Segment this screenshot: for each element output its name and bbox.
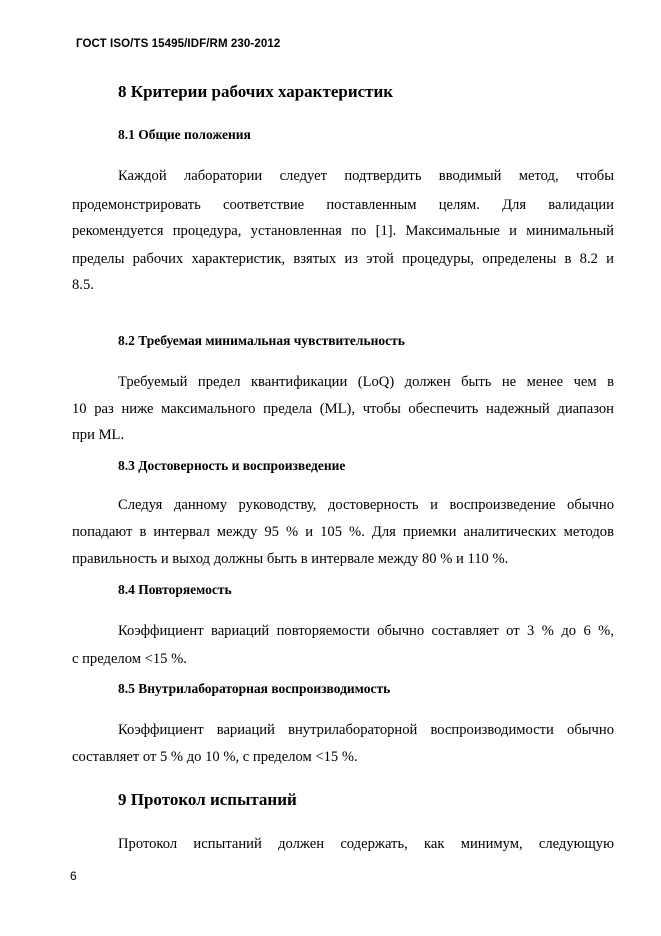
paragraph-line: Коэффициент вариаций повторяемости обычно составляет от 3 % до 6 %, <box>118 623 614 639</box>
paragraph-line: 10 раз ниже максимального предела (ML), чтобы обеспечить надежный диапазон <box>72 401 614 417</box>
document-header: ГОСТ ISO/TS 15495/IDF/RM 230-2012 <box>76 38 281 50</box>
paragraph-line: рекомендуется процедура, установленная по [1]. Максимальные и минимальный <box>72 223 614 239</box>
paragraph-line: при ML. <box>72 427 125 443</box>
paragraph-line: Требуемый предел квантификации (LoQ) должен быть не менее чем в <box>118 374 614 390</box>
paragraph-line: с пределом <15 %. <box>72 651 187 667</box>
paragraph-line: правильность и выход должны быть в интервале между 80 % и 110 %. <box>72 551 509 567</box>
section-8-1-title: 8.1 Общие положения <box>118 127 251 142</box>
paragraph-line: Протокол испытаний должен содержать, как минимум, следующую <box>118 836 614 852</box>
section-8-3-title: 8.3 Достоверность и воспроизведение <box>118 458 346 473</box>
section-8-title: 8 Критерии рабочих характеристик <box>118 82 394 101</box>
section-9-title: 9 Протокол испытаний <box>118 790 297 809</box>
paragraph-line: составляет от 5 % до 10 %, с пределом <15 %. <box>72 749 358 765</box>
paragraph-line: Следуя данному руководству, достоверность и воспроизведение обычно <box>118 497 614 513</box>
paragraph-line: Каждой лаборатории следует подтвердить вводимый метод, чтобы <box>118 168 614 184</box>
paragraph-line: 8.5. <box>72 277 94 293</box>
section-8-5-title: 8.5 Внутрилабораторная воспроизводимость <box>118 681 391 696</box>
page-number: 6 <box>70 869 77 883</box>
paragraph-line: попадают в интервал между 95 % и 105 %. Для приемки аналитических методов <box>72 524 614 540</box>
section-8-2-title: 8.2 Требуемая минимальная чувствительность <box>118 333 405 348</box>
section-8-4-title: 8.4 Повторяемость <box>118 582 232 597</box>
paragraph-line: продемонстрировать соответствие поставленным целям. Для валидации <box>72 197 614 213</box>
paragraph-line: Коэффициент вариаций внутрилабораторной воспроизводимости обычно <box>118 722 614 738</box>
paragraph-line: пределы рабочих характеристик, взятых из этой процедуры, определены в 8.2 и <box>72 251 614 267</box>
